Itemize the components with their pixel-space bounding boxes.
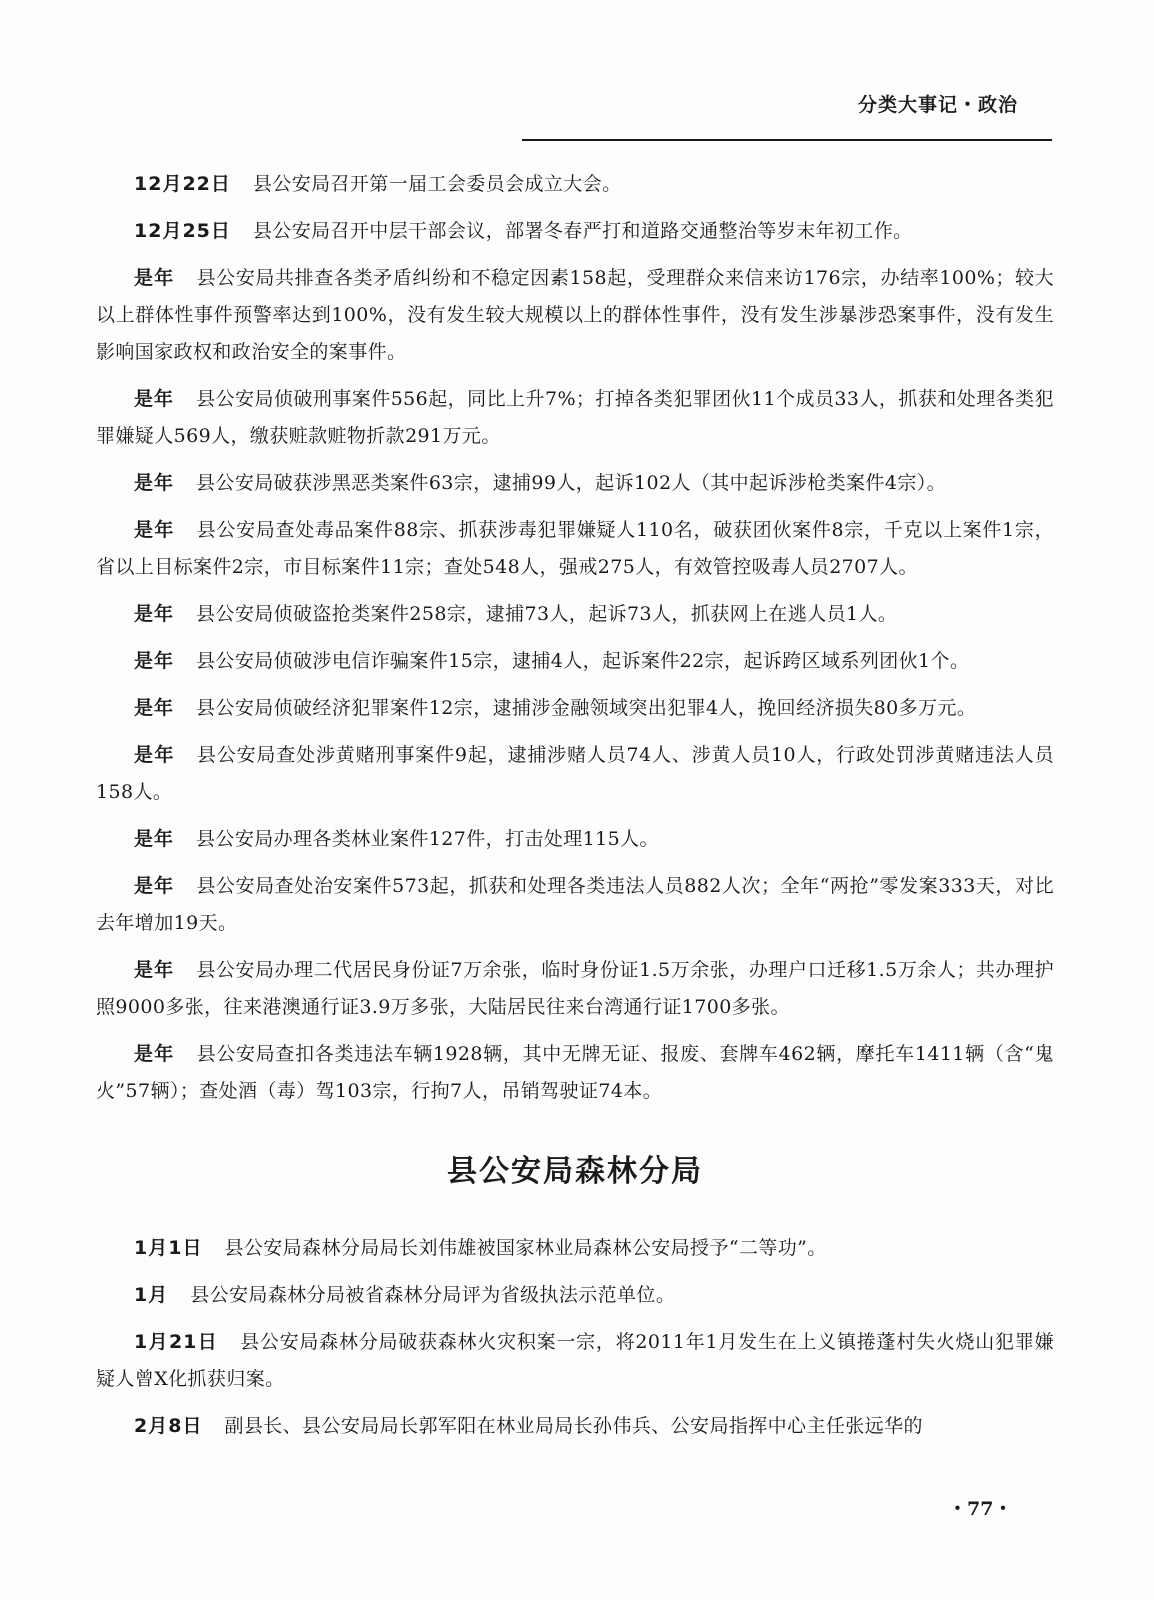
entry-text: 县公安局破获涉黑恶类案件63宗，逮捕99人，起诉102人（其中起诉涉枪类案件4宗）。 (196, 472, 947, 494)
entry-date: 12月22日 (134, 173, 231, 195)
entry-date: 2月8日 (134, 1415, 203, 1437)
entry-text: 县公安局侦破经济犯罪案件12宗，逮捕涉金融领域突出犯罪4人，挽回经济损失80多万元。 (196, 697, 977, 719)
entry-date: 是年 (134, 828, 175, 850)
entry-text: 县公安局森林分局被省森林分局评为省级执法示范单位。 (190, 1284, 676, 1306)
chronicle-entry (96, 465, 1054, 502)
running-head: 分类大事记・政治 (858, 94, 1019, 116)
entry-text: 副县长、县公安局局长郭军阳在林业局局长孙伟兵、公安局指挥中心主任张远华的 (224, 1415, 923, 1437)
entry-date: 是年 (134, 650, 175, 672)
chronicle-entry (96, 1036, 1054, 1110)
section-entries (96, 1230, 1054, 1445)
chronicle-entry (96, 737, 1054, 811)
entry-date: 是年 (134, 519, 175, 541)
chronicle-entry (96, 1408, 1054, 1445)
entry-text: 县公安局查扣各类违法车辆1928辆，其中无牌无证、报废、套牌车462辆，摩托车1411辆（含“鬼火”57辆）；查处酒（毒）驾103宗，行拘7人，吊销驾驶证74本。 (96, 1043, 1054, 1102)
entry-date: 是年 (134, 603, 175, 625)
entry-text: 县公安局侦破刑事案件556起，同比上升7%；打掉各类犯罪团伙11个成员33人，抓获和处理各类犯罪嫌疑人569人，缴获赃款赃物折款291万元。 (96, 388, 1054, 447)
entry-text: 县公安局侦破涉电信诈骗案件15宗，逮捕4人，起诉案件22宗，起诉跨区域系列团伙1个。 (196, 650, 970, 672)
chronicle-entry (96, 952, 1054, 1026)
entry-date: 是年 (134, 744, 175, 766)
entry-date: 是年 (134, 472, 175, 494)
entry-text: 县公安局森林分局局长刘伟雄被国家林业局森林公安局授予“二等功”。 (224, 1237, 827, 1259)
entry-text: 县公安局共排查各类矛盾纠纷和不稳定因素158起，受理群众来信来访176宗，办结率100%；较大以上群体性事件预警率达到100%，没有发生较大规模以上的群体性事件，没有发生涉暴涉恐案事件，没有发生影响国家政权和政治安全的案事件。 (96, 267, 1054, 363)
entry-text: 县公安局查处涉黄赌刑事案件9起，逮捕涉赌人员74人、涉黄人员10人，行政处罚涉黄赌违法人员158人。 (96, 744, 1054, 803)
entry-text: 县公安局查处治安案件573起，抓获和处理各类违法人员882人次；全年“两抢”零发案333天，对比去年增加19天。 (96, 875, 1054, 934)
entry-date: 是年 (134, 267, 175, 289)
chronicle-entry (96, 166, 1054, 203)
entry-date: 是年 (134, 388, 175, 410)
entry-date: 1月21日 (134, 1331, 219, 1353)
entry-text: 县公安局森林分局破获森林火灾积案一宗，将2011年1月发生在上义镇捲蓬村失火烧山犯罪嫌疑人曾X化抓获归案。 (96, 1331, 1054, 1390)
chronicle-entries (96, 166, 1054, 1110)
chronicle-entry (96, 821, 1054, 858)
entry-text: 县公安局办理二代居民身份证7万余张，临时身份证1.5万余张，办理户口迁移1.5万余人；共办理护照9000多张，往来港澳通行证3.9万多张，大陆居民往来台湾通行证1700多张。 (96, 959, 1054, 1018)
entry-date: 是年 (134, 959, 175, 981)
entry-text: 县公安局侦破盗抢类案件258宗，逮捕73人，起诉73人，抓获网上在逃人员1人。 (196, 603, 898, 625)
chronicle-entry (96, 1230, 1054, 1267)
chronicle-entry (96, 643, 1054, 680)
entry-text: 县公安局办理各类林业案件127件，打击处理115人。 (196, 828, 659, 850)
entry-date: 是年 (134, 1043, 175, 1065)
entry-text: 县公安局召开第一届工会委员会成立大会。 (252, 173, 622, 195)
entry-text: 县公安局查处毒品案件88宗、抓获涉毒犯罪嫌疑人110名，破获团伙案件8宗，千克以上案件1宗，省以上目标案件2宗，市目标案件11宗；查处548人，强戒275人，有效管控吸毒人员2707人。 (96, 519, 1054, 578)
entry-date: 1月 (134, 1284, 169, 1306)
chronicle-entry (96, 213, 1054, 250)
chronicle-entry (96, 1324, 1054, 1398)
entry-date: 12月25日 (134, 220, 231, 242)
header-rule (522, 139, 1052, 141)
entry-date: 是年 (134, 875, 175, 897)
chronicle-entry (96, 381, 1054, 455)
chronicle-entry (96, 260, 1054, 371)
section-title: 县公安局森林分局 (447, 1154, 703, 1189)
entry-text: 县公安局召开中层干部会议，部署冬春严打和道路交通整治等岁末年初工作。 (252, 220, 913, 242)
chronicle-entry (96, 868, 1054, 942)
chronicle-entry (96, 1277, 1054, 1314)
chronicle-entry (96, 690, 1054, 727)
chronicle-entry (96, 596, 1054, 633)
page-number: ・77・ (948, 1498, 1013, 1520)
page-body (96, 166, 1054, 1455)
entry-date: 1月1日 (134, 1237, 203, 1259)
entry-date: 是年 (134, 697, 175, 719)
chronicle-entry (96, 512, 1054, 586)
